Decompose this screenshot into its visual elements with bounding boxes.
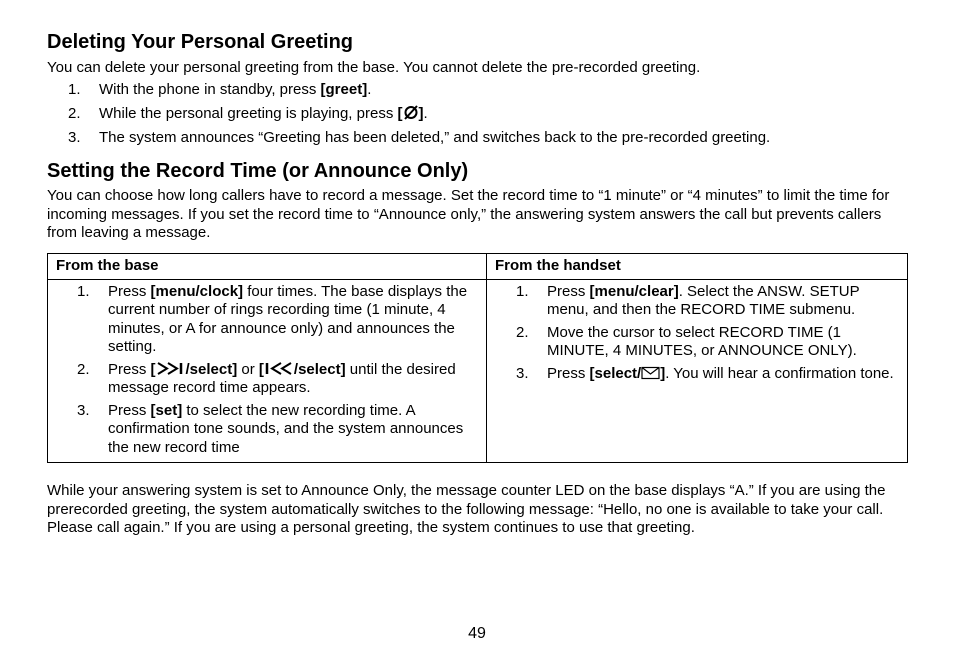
column-header-base: From the base — [48, 253, 487, 279]
select-envelope-key: [select/ ] — [589, 364, 666, 382]
section-intro-deleting-greeting: You can delete your personal greeting from the base. You cannot delete the pre-recorded greeting. — [47, 59, 701, 76]
delete-key: [ ] — [397, 104, 424, 122]
list-item: 3. Press [set] to select the new recording time. A confirmation tone sounds, and the system announces the new record time — [77, 401, 464, 456]
page-number: 49 — [468, 625, 486, 642]
greet-key: [greet] — [320, 80, 368, 98]
skip-forward-icon — [156, 361, 186, 376]
deleting-greeting-steps — [47, 81, 909, 148]
skip-back-icon — [264, 361, 294, 376]
handset-steps-cell — [487, 279, 908, 463]
section-title-record-time: Setting the Record Time (or Announce Only) — [47, 160, 469, 182]
list-item: 1. Press [menu/clear]. Select the ANSW. SETUP menu, and then the RECORD TIME submenu. — [516, 282, 860, 318]
announce-only-paragraph: While your answering system is set to Announce Only, the message counter LED on the base displays “A.” If you are using the prerecorded greeting, the system automatically switches to the following message: “Hello, no one is available to take your call. Please call again.” If you are using a personal greeting, the system continues to use that greeting. — [47, 482, 886, 536]
list-item: 2. Press [ /select] or [ /select] until the desired message record time appears. — [77, 360, 456, 396]
list-item: 3. Press [select/ ]. You will hear a confirmation tone. — [516, 364, 894, 382]
set-key: [set] — [150, 401, 183, 419]
list-item: 2. While the personal greeting is playing, press [ ]. — [68, 104, 428, 122]
list-item: 2. Move the cursor to select RECORD TIME (1 MINUTE, 4 MINUTES, or ANNOUNCE ONLY). — [516, 323, 857, 359]
section-intro-record-time: You can choose how long callers have to record a message. Set the record time to “1 minute” or “4 minutes” to limit the time for incoming messages. If you set the record time to “Announce only,” the answering system answers the call but prevents callers from leaving a message. — [47, 187, 890, 241]
list-item: 3. The system announces “Greeting has been deleted,” and switches back to the pre-recorded greeting. — [68, 128, 771, 146]
list-item: 1. With the phone in standby, press [greet]. — [68, 80, 372, 98]
table-row — [48, 279, 908, 463]
envelope-icon — [641, 366, 660, 380]
list-item: 1. Press [menu/clock] four times. The base displays the current number of rings recording time (1 minute, 4 minutes, or A for announce only) and announces the setting. — [77, 282, 468, 355]
delete-icon — [403, 105, 419, 120]
skip-forward-select-key: [ /select] — [150, 360, 238, 378]
document-page — [47, 30, 909, 538]
instruction-table — [47, 253, 908, 464]
base-steps-cell — [48, 279, 487, 463]
skip-back-select-key: [ /select] — [258, 360, 346, 378]
section-title-deleting-greeting: Deleting Your Personal Greeting — [47, 31, 353, 53]
table-header-row — [48, 253, 908, 279]
menu-clock-key: [menu/clock] — [150, 282, 244, 300]
menu-clear-key: [menu/clear] — [589, 282, 679, 300]
column-header-handset: From the handset — [487, 253, 908, 279]
